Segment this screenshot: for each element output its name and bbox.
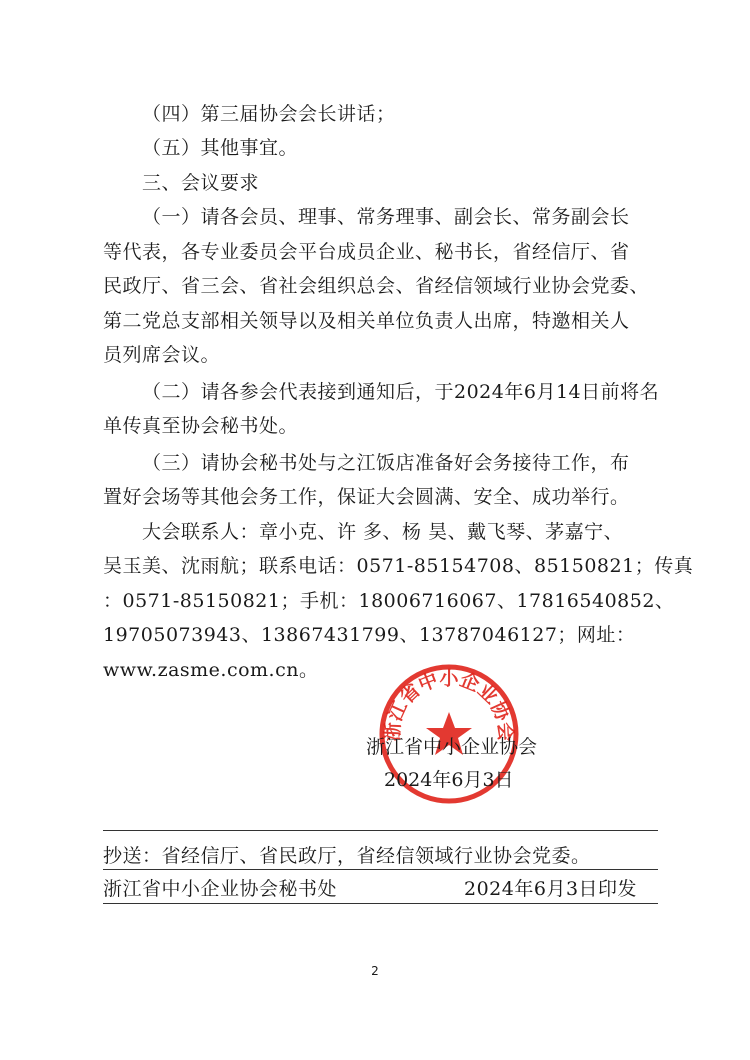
issuer: 浙江省中小企业协会秘书处	[103, 878, 338, 900]
contact-line: 吴玉美、沈雨航；联系电话：0571-85154708、85150821；传真	[103, 555, 694, 577]
requirement-1-line: 员列席会议。	[103, 344, 221, 366]
page-number: 2	[371, 964, 379, 978]
contact-line: 大会联系人：章小克、许 多、杨 昊、戴飞琴、茅嘉宁、	[142, 521, 624, 543]
requirement-2-line: 单传真至协会秘书处。	[103, 415, 299, 437]
signature-organization: 浙江省中小企业协会	[366, 736, 538, 758]
contact-line: www.zasme.com.cn。	[103, 659, 319, 681]
cc-line: 抄送：省经信厅、省民政厅，省经信领域行业协会党委。	[103, 845, 591, 867]
section-heading: 三、会议要求	[142, 172, 260, 194]
footer-rule-bottom	[103, 903, 658, 904]
contact-line: ：0571-85150821；手机：18006716067、17816540852、	[103, 590, 675, 612]
agenda-item-4: （四）第三届协会会长讲话；	[142, 103, 396, 125]
footer-rule-middle	[103, 869, 658, 870]
signature-date: 2024年6月3日	[384, 769, 514, 791]
agenda-item-5: （五）其他事宜。	[142, 137, 299, 159]
footer-rule-top	[103, 830, 658, 831]
requirement-3-line: 置好会场等其他会务工作，保证大会圆满、安全、成功举行。	[103, 486, 630, 508]
requirement-1-line: （一）请各会员、理事、常务理事、副会长、常务副会长	[142, 206, 630, 228]
requirement-2-line: （二）请各参会代表接到通知后，于2024年6月14日前将名	[142, 381, 660, 403]
requirement-3-line: （三）请协会秘书处与之江饭店准备好会务接待工作，布	[142, 452, 630, 474]
requirement-1-line: 第二党总支部相关领导以及相关单位负责人出席，特邀相关人	[103, 310, 630, 332]
requirement-1-line: 等代表，各专业委员会平台成员企业、秘书长，省经信厅、省	[103, 241, 630, 263]
requirement-1-line: 民政厅、省三会、省社会组织总会、省经信领域行业协会党委、	[103, 275, 650, 297]
contact-line: 19705073943、13867431799、13787046127；网址：	[103, 624, 636, 646]
issue-date: 2024年6月3日印发	[464, 878, 638, 900]
seal-text: 浙江省中小企业协会	[381, 667, 517, 742]
